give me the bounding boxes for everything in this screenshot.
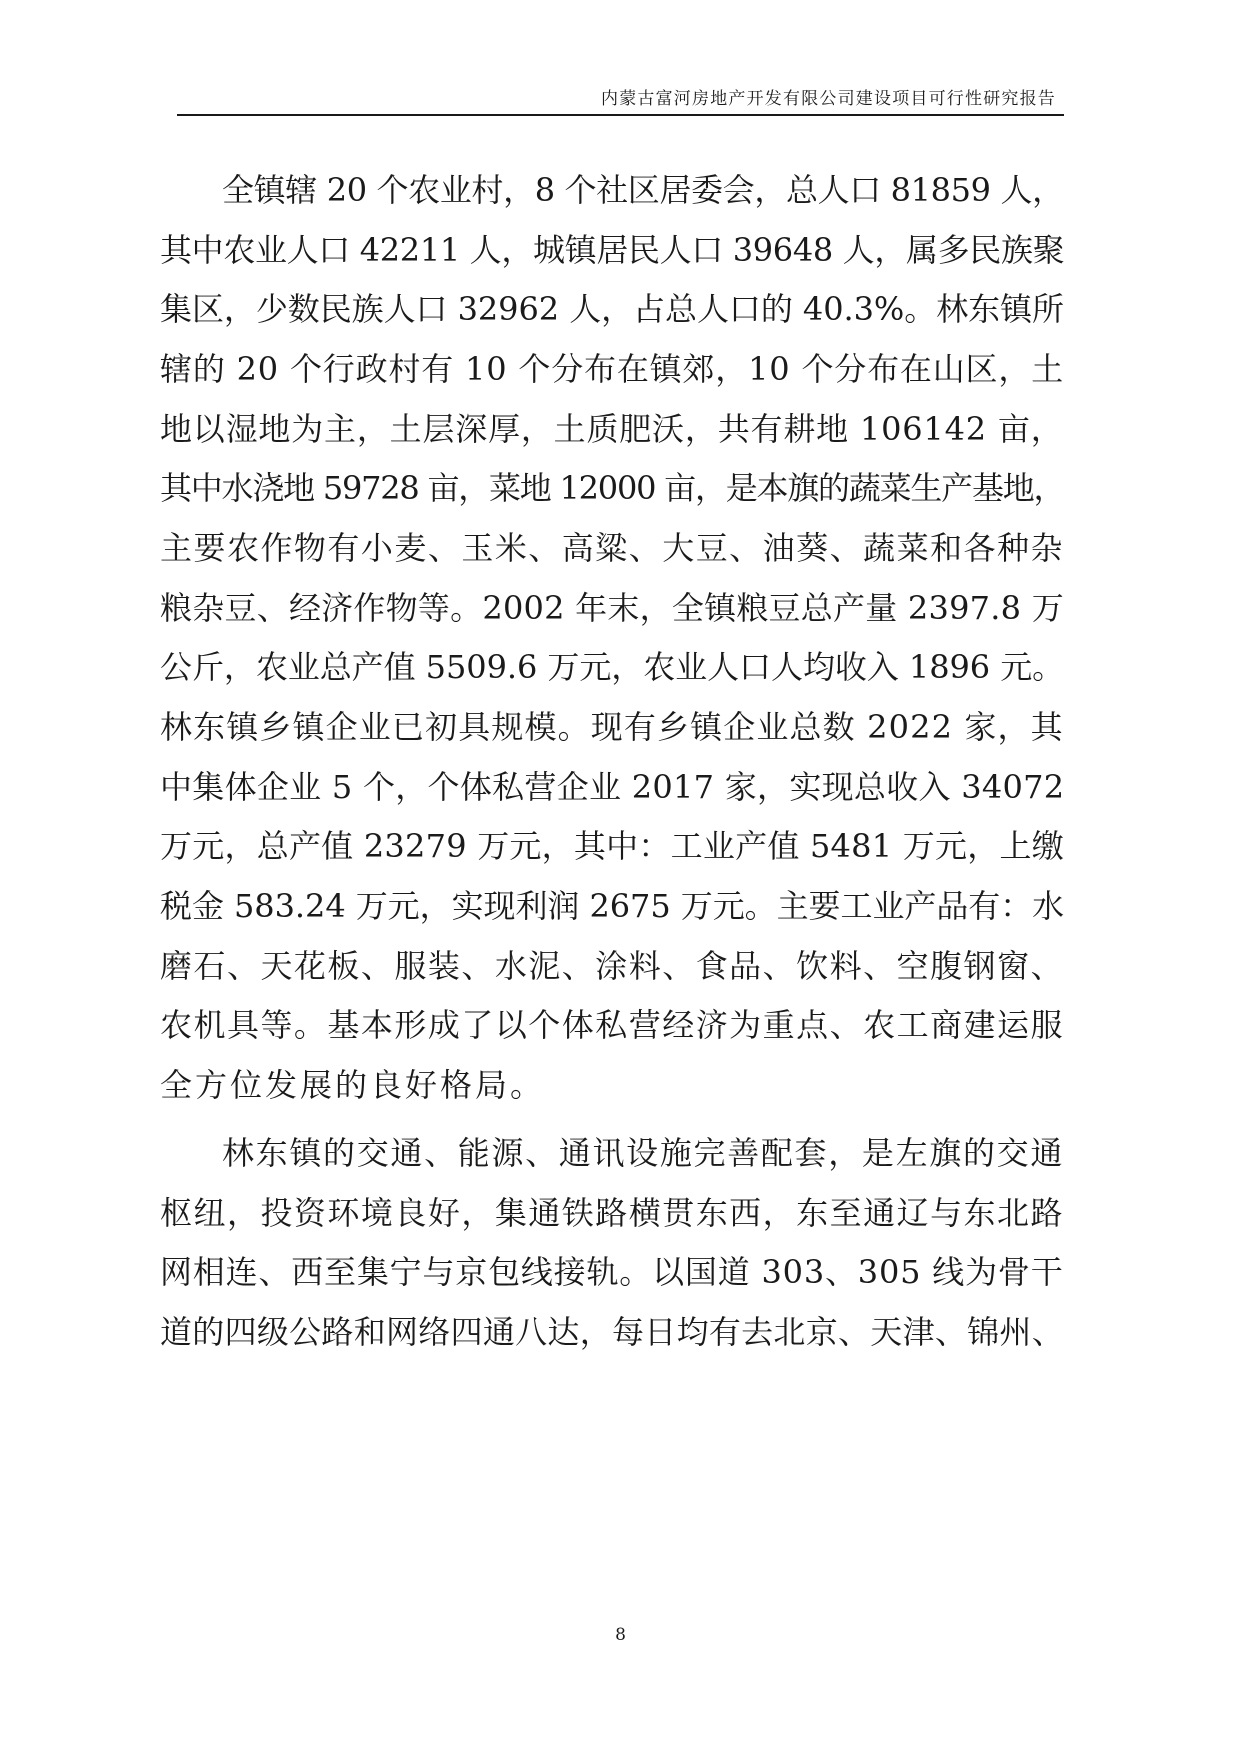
text-line: 辖的 20 个行政村有 10 个分布在镇郊，10 个分布在山区，土 [160, 350, 1065, 388]
text-line: 网相连、西至集宁与京包线接轨。以国道 303、305 线为骨干 [160, 1253, 1064, 1291]
text-line: 粮杂豆、经济作物等。2002 年末，全镇粮豆总产量 2397.8 万 [160, 589, 1064, 627]
text-line: 集区，少数民族人口 32962 人，占总人口的 40.3%。林东镇所 [160, 290, 1064, 328]
text-line: 主要农作物有小麦、玉米、高粱、大豆、油葵、蔬菜和各种杂 [160, 529, 1065, 567]
text-line: 地以湿地为主，土层深厚，土质肥沃，共有耕地 106142 亩， [160, 410, 1064, 448]
page-header [177, 84, 1064, 116]
text-line: 农机具等。基本形成了以个体私营经济为重点、农工商建运服 [160, 1006, 1065, 1044]
text-line: 磨石、天花板、服装、水泥、涂料、食品、饮料、空腹钢窗、 [160, 947, 1065, 985]
text-line: 中集体企业 5 个，个体私营企业 2017 家，实现总收入 34072 [160, 768, 1065, 806]
text-line: 其中农业人口 42211 人，城镇居民人口 39648 人，属多民族聚 [160, 231, 1065, 269]
text-line: 万元，总产值 23279 万元，其中：工业产值 5481 万元，上缴 [160, 827, 1064, 865]
text-line: 枢纽，投资环境良好，集通铁路横贯东西，东至通辽与东北路 [160, 1194, 1065, 1232]
text-line: 全方位发展的良好格局。 [160, 1066, 546, 1104]
text-line: 道的四级公路和网络四通八达，每日均有去北京、天津、锦州、 [160, 1313, 1065, 1351]
text-line: 其中水浇地 59728 亩，菜地 12000 亩，是本旗的蔬菜生产基地， [160, 469, 1065, 507]
text-line: 全镇辖 20 个农业村，8 个社区居委会，总人口 81859 人， [222, 171, 1064, 209]
page-number: 8 [615, 1625, 626, 1645]
text-line: 税金 583.24 万元，实现利润 2675 万元。主要工业产品有：水 [160, 887, 1065, 925]
text-line: 林东镇的交通、能源、通讯设施完善配套，是左旗的交通 [222, 1134, 1065, 1172]
text-line: 林东镇乡镇企业已初具规模。现有乡镇企业总数 2022 家，其 [160, 708, 1064, 746]
text-line: 公斤，农业总产值 5509.6 万元，农业人口人均收入 1896 元。 [160, 648, 1065, 686]
header-title: 内蒙古富河房地产开发有限公司建设项目可行性研究报告 [601, 89, 1056, 109]
